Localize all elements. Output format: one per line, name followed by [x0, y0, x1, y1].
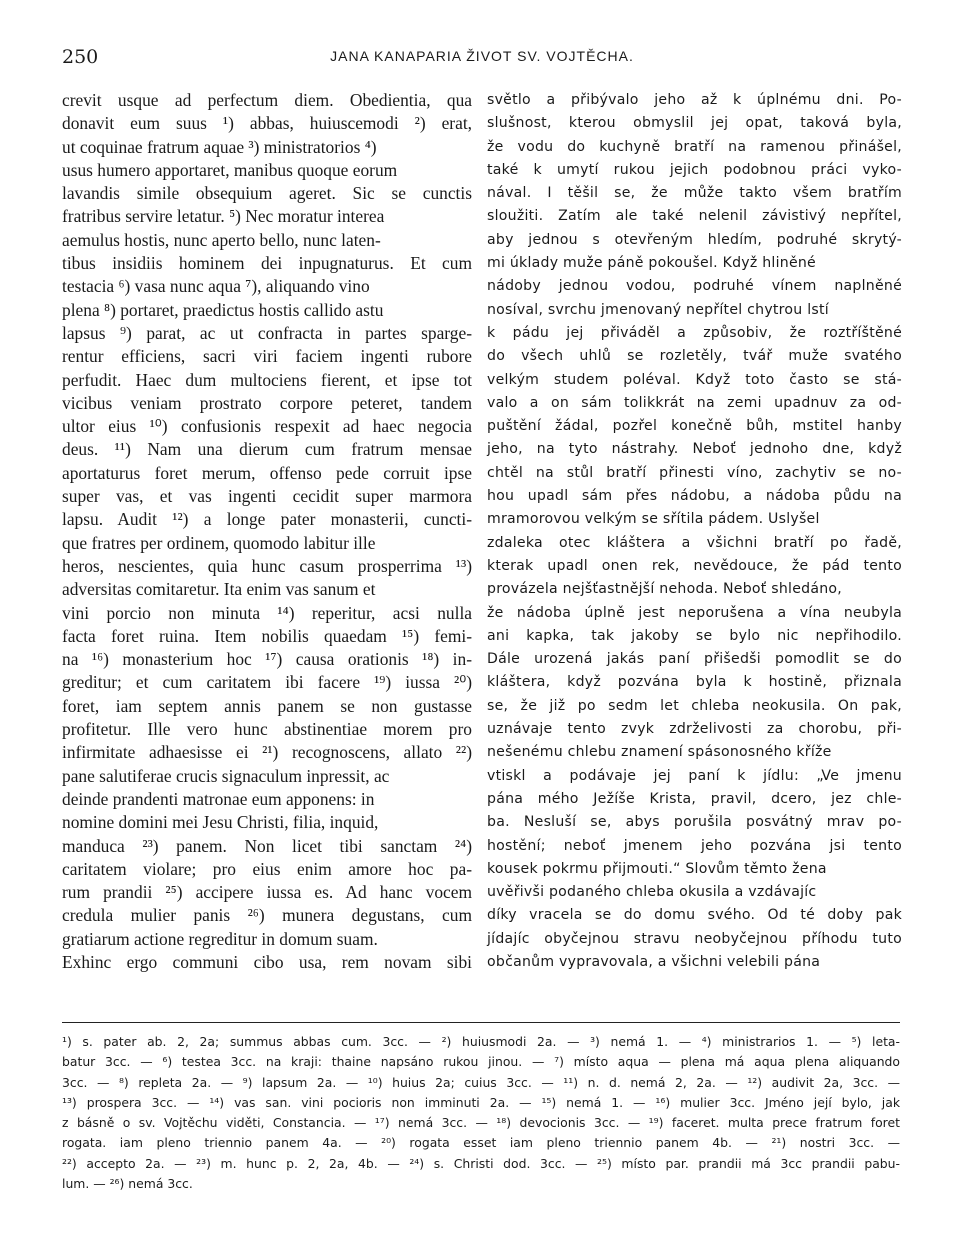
- footnote-line: ²²) accepto 2a. — ²³) m. hunc p. 2, 2a, 4b. — ²⁴) s. Christi dod. 3cc. — ²⁵) místo par. prandii má 3cc prandii pabu-: [62, 1155, 900, 1171]
- latin-text-line: deinde prandenti matronae eum apponens: in: [62, 788, 375, 809]
- latin-text-line: vini porcio non minuta ¹⁴) reperitur, acsi nulla: [62, 602, 472, 623]
- latin-text-line: nomine domini mei Jesu Christi, filia, inquid,: [62, 812, 379, 833]
- latin-text-line: aportaturus foret merum, offenso pede corruit ipse: [62, 462, 472, 483]
- latin-text-line: manduca ²³) panem. Non licet tibi sanctam ²⁴): [62, 835, 472, 856]
- czech-text-line: kláštera, když pozvána byla k hostině, přiznala: [487, 674, 902, 691]
- latin-text-line: Exhinc ergo communi cibo usa, rem novam sibi: [62, 951, 472, 972]
- latin-text-line: greditur; et cum caritatem ibi facere ¹⁹) iussa ²⁰): [62, 672, 472, 693]
- footnote-line: z básně o sv. Vojtěchu viděti, Constancia. — ¹⁷) nemá 3cc. — ¹⁸) devocionis 3cc. — ¹⁹) faceret. multa prece fratrum foret: [62, 1115, 900, 1131]
- czech-text-line: nosíval, svrchu jmenovaný nepřítel chytrou lstí: [487, 301, 829, 318]
- czech-text-line: k pádu jej přiváděl a způsobiv, že roztříštěné: [487, 324, 902, 341]
- latin-text-line: usus humero apportaret, manibus quoque eorum: [62, 159, 398, 180]
- czech-text-line: světlo a přibývalo jeho až k úplnému dni. Po-: [487, 92, 902, 108]
- czech-text-line: ani kapka, tak jakoby se bylo nic nepřihodilo.: [487, 627, 902, 644]
- czech-text-line: kousek pokrmu přijmouti.“ Slovům těmto žena: [487, 860, 827, 877]
- czech-text-line: mramorovou velkým se sřítila pádem. Uslyšel: [487, 511, 820, 528]
- footnote-line: batur 3cc. — ⁶) testea 3cc. na kraji: thaine napsáno rukou jinou. — ⁷) místo aqua — plena má aqua plena aliquando: [62, 1054, 900, 1070]
- czech-text-line: občanům vypravovala, a všichni velebili pána: [487, 953, 821, 970]
- latin-text-line: foret, iam septem annis panem se non gustasse: [62, 695, 472, 716]
- latin-text-line: super vas, et vas ingenti cecidit super marmora: [62, 486, 472, 507]
- page-number: 250: [62, 46, 99, 68]
- latin-text-column: [62, 89, 472, 974]
- footnote-divider: [62, 1022, 900, 1023]
- latin-text-line: caritatem violare; pro eius enim amore hoc pa-: [62, 858, 472, 879]
- latin-text-line: adversitas comitaretur. Ita enim vas sanum et: [62, 579, 376, 600]
- czech-text-line: uznávaje tento zvyk zdrželivosti za chorobu, při-: [487, 721, 902, 738]
- czech-text-line: sloužiti. Zatím ale také nelenil závistivý nepřítel,: [487, 208, 902, 225]
- czech-text-line: že vodu do kuchyně bratří na ramenou přinášel,: [487, 138, 902, 155]
- czech-text-line: se, že již po sedm let chleba neokusila. On pak,: [487, 697, 902, 714]
- latin-text-line: tibus insidiis hominem dei inpugnaturus. Et cum: [62, 253, 472, 274]
- latin-text-line: facta foret ruina. Item nobilis quaedam ¹⁵) femi-: [62, 625, 472, 646]
- latin-text-line: gratiarum actione regreditur in domum suam.: [62, 928, 378, 949]
- latin-text-line: credula mulier panis ²⁶) munera degustans, cum: [62, 905, 472, 926]
- czech-text-line: do všech uhlů se rozletěly, tvář muže svatého: [487, 348, 902, 365]
- czech-text-line: valo a on sám tolikkrát na zemi upadnuv za od-: [487, 394, 902, 411]
- czech-text-line: puštění žádal, pozřel konečně bůh, mstitel hanby: [487, 418, 902, 435]
- czech-text-line: jeho, na tyto nástrahy. Neboť jednoho dne, když: [487, 441, 902, 458]
- running-title: JANA KANAPARIA ŽIVOT SV. VOJTĚCHA.: [330, 48, 634, 64]
- latin-text-line: que fratres per ordinem, quomodo labitur ille: [62, 532, 376, 553]
- footnote-line: rogata. iam pleno triennio panem 4a. — ²⁰) rogata esset iam pleno triennio panem 4b. — ²¹) nostri 3cc. —: [62, 1135, 900, 1151]
- latin-text-line: heros, nescientes, quia hunc casum prosperrima ¹³): [62, 555, 472, 576]
- footnotes-block: [62, 1032, 900, 1194]
- latin-text-line: lapsu. Audit ¹²) a longe pater monasterii, cuncti-: [62, 509, 472, 530]
- czech-text-line: pána mého Ježíše Krista, pravil, dcero, jez chle-: [487, 790, 902, 807]
- czech-text-line: zdaleka otec kláštera a všichni bratří po řadě,: [487, 534, 902, 551]
- czech-text-line: chtěl na stůl bratří přinesti víno, zachytiv se no-: [487, 464, 902, 481]
- latin-text-line: infirmitate adhaesisse ei ²¹) recognoscens, allato ²²): [62, 742, 472, 763]
- czech-text-line: hostění; neboť jmenem jeho pozvána jsi tento: [487, 837, 902, 854]
- czech-text-line: provázela nejšťastnější nehoda. Neboť shledáno,: [487, 581, 843, 598]
- latin-text-line: lavandis simile obsequium ageret. Sic se cunctis: [62, 183, 472, 204]
- latin-text-line: deus. ¹¹) Nam una dierum cum fratrum mensae: [62, 439, 472, 460]
- latin-text-line: ultor eius ¹⁰) confusionis respexit ad haec negocia: [62, 416, 472, 437]
- czech-text-line: slušnost, kterou obmyslil jej opat, taková byla,: [487, 115, 902, 132]
- latin-text-line: perfudit. Haec dum multociens fierent, et ipse tot: [62, 369, 472, 390]
- page-header: [62, 46, 902, 72]
- czech-text-line: Dále urozená jakás paní přišedši pomodlit se do: [487, 651, 902, 668]
- czech-text-line: díky vracela se do domu svého. Od té doby pak: [487, 907, 902, 924]
- latin-text-line: pane salutiferae crucis signaculum inpressit, ac: [62, 765, 390, 786]
- latin-text-line: rentur efficiens, sacri viri faciem ingenti rubore: [62, 346, 472, 367]
- latin-text-line: plena ⁸) portaret, praedictus hostis callido astu: [62, 299, 384, 320]
- czech-text-line: vtiskl a podávaje jej paní k jídlu: „Ve jmenu: [487, 767, 902, 784]
- czech-text-line: že nádoba úplně jest neporušena a vína neubyla: [487, 604, 902, 621]
- latin-text-line: ut coquinae fratrum aquae ³) ministratorios ⁴): [62, 136, 377, 157]
- footnote-line: 3cc. — ⁸) repleta 2a. — ⁹) lapsum 2a. — ¹⁰) huius 2a; cuius 3cc. — ¹¹) n. d. nemá 2, 2a. — ¹²) audivit 2a, 3cc. —: [62, 1074, 900, 1090]
- czech-text-line: mi úklady muže páně pokoušel. Když hliněné: [487, 255, 816, 272]
- czech-text-line: nádoby jednou vodou, podruhé vínem naplněné: [487, 278, 902, 295]
- latin-text-line: crevit usque ad perfectum diem. Obedientia, qua: [62, 90, 472, 110]
- latin-text-line: fratribus servire letatur. ⁵) Nec moratur interea: [62, 206, 385, 227]
- czech-text-line: hou upadl sám přes nádobu, a nádoba půdu na: [487, 488, 902, 505]
- latin-text-line: testacia ⁶) vasa nunc aqua ⁷), aliquando vino: [62, 276, 370, 297]
- latin-text-line: aemulus hostis, nunc aperto bello, nunc laten-: [62, 229, 381, 250]
- footnote-line: ¹) s. pater ab. 2, 2a; summus abbas cum. 3cc. — ²) huiusmodi 2a. — ³) nemá 1. — ⁴) ministrarios 1. — ⁵) leta-: [62, 1034, 900, 1049]
- footnote-line: ¹³) prospera 3cc. — ¹⁴) vas san. vini pocioris non imminuti 2a. — ¹⁵) nemá 1. — ¹⁶) mulier 3cc. Jméno její bylo, jak: [62, 1094, 900, 1110]
- latin-text-line: rum prandii ²⁵) accipere iussa es. Ad hanc vocem: [62, 882, 472, 903]
- czech-text-line: aby jednou s otevřeným hledím, podruhé skrytý-: [487, 231, 902, 248]
- czech-text-column: [487, 89, 902, 974]
- latin-text-line: profitetur. Ille vero hunc abstinentiae morem pro: [62, 719, 472, 740]
- latin-text-line: na ¹⁶) monasterium hoc ¹⁷) causa orationis ¹⁸) in-: [62, 649, 472, 670]
- czech-text-line: ba. Nesluší se, abys porušila posvátný mrav po-: [487, 814, 902, 831]
- footnote-line: lum. — ²⁶) nemá 3cc.: [62, 1176, 193, 1192]
- latin-text-line: vicibus veniam prostrato corpore peteret, tandem: [62, 392, 472, 413]
- czech-text-line: uvěřivši podaného chleba okusila a vzdávajíc: [487, 884, 817, 901]
- latin-text-line: donavit eum suus ¹) abbas, huiuscemodi ²) erat,: [62, 113, 472, 134]
- czech-text-line: kterak upadl onen rek, nevědouce, že pád tento: [487, 557, 902, 574]
- latin-text-line: lapsus ⁹) parat, ac ut confracta in partes sparge-: [62, 322, 472, 343]
- czech-text-line: velkým studem poléval. Když toto často se stá-: [487, 371, 902, 388]
- czech-text-line: také k umytí rukou jejich podobnou práci vyko-: [487, 161, 902, 178]
- czech-text-line: nešenému chlebu znamení spásonosného kříže: [487, 744, 832, 761]
- czech-text-line: nával. I těšil se, že může takto všem bratřím: [487, 185, 902, 202]
- czech-text-line: jídajíc obyčejnou stravu neobyčejnou příhodu tuto: [487, 930, 902, 947]
